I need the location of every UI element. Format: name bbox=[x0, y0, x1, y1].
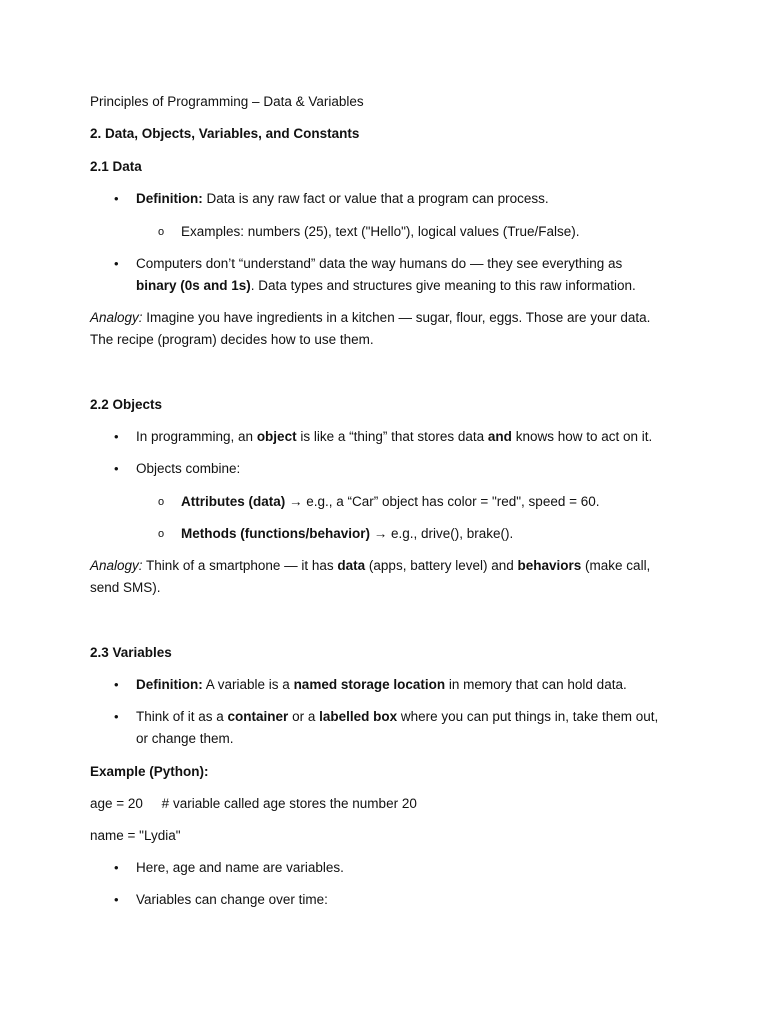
variable-definition bbox=[136, 674, 627, 696]
text-run: (apps, battery level) and bbox=[365, 558, 518, 573]
bold-run: object bbox=[256, 429, 297, 444]
example-heading: Example (Python): bbox=[90, 764, 209, 779]
bullet: • bbox=[114, 429, 119, 444]
objects-analogy-line-2: send SMS). bbox=[90, 580, 161, 595]
text-run: Think of it as a bbox=[136, 709, 228, 724]
analogy-label: Analogy: bbox=[90, 310, 143, 325]
methods-item bbox=[181, 523, 513, 545]
heading-2-3: 2.3 Variables bbox=[90, 645, 172, 660]
code-line-name: name = "Lydia" bbox=[90, 828, 181, 843]
variables-change: Variables can change over time: bbox=[136, 892, 328, 907]
data-analogy-line-1 bbox=[90, 307, 650, 329]
text-run: (make call, bbox=[581, 558, 651, 573]
text-run: is like a “thing” that stores data bbox=[296, 429, 488, 444]
analogy-text: Imagine you have ingredients in a kitchen — sugar, flour, eggs. Those are your data. bbox=[142, 310, 651, 325]
binary-rest: . Data types and structures give meaning to this raw information. bbox=[250, 278, 636, 293]
bold-run: and bbox=[487, 429, 512, 444]
attributes-item bbox=[181, 491, 600, 513]
data-definition bbox=[136, 188, 549, 210]
container-line-1 bbox=[136, 706, 658, 728]
container-line-2: or change them. bbox=[136, 731, 234, 746]
bullet: • bbox=[114, 892, 119, 907]
sub-bullet: o bbox=[158, 226, 165, 238]
binary-line-2 bbox=[136, 275, 636, 297]
analogy-label: Analogy: bbox=[90, 558, 143, 573]
binary-line-1: Computers don’t “understand” data the way humans do — they see everything as bbox=[136, 256, 623, 271]
text-run: In programming, an bbox=[136, 429, 257, 444]
definition-text: Data is any raw fact or value that a program can process. bbox=[202, 191, 549, 206]
bold-run: Attributes (data) → bbox=[181, 494, 303, 509]
text-run: in memory that can hold data. bbox=[445, 677, 627, 692]
sub-bullet: o bbox=[158, 496, 165, 508]
heading-2-2: 2.2 Objects bbox=[90, 397, 163, 412]
bullet: • bbox=[114, 860, 119, 875]
text-run: knows how to act on it. bbox=[511, 429, 653, 444]
document-title: Principles of Programming – Data & Variables bbox=[90, 94, 364, 109]
text-run: Think of a smartphone — it has bbox=[142, 558, 338, 573]
text-run: e.g., a “Car” object has color = "red", speed = 60. bbox=[302, 494, 600, 509]
bold-run: behaviors bbox=[517, 558, 582, 573]
object-definition bbox=[136, 426, 652, 448]
text-run: A variable is a bbox=[202, 677, 294, 692]
binary-bold: binary (0s and 1s) bbox=[136, 278, 251, 293]
definition-label: Definition: bbox=[136, 191, 203, 206]
definition-label: Definition: bbox=[136, 677, 203, 692]
bold-run: labelled box bbox=[319, 709, 398, 724]
variables-note: Here, age and name are variables. bbox=[136, 860, 344, 875]
bullet: • bbox=[114, 709, 119, 724]
code-line-age: age = 20 # variable called age stores the number 20 bbox=[90, 796, 417, 811]
heading-2-1: 2.1 Data bbox=[90, 159, 142, 174]
data-examples: Examples: numbers (25), text ("Hello"), logical values (True/False). bbox=[181, 224, 580, 239]
bullet: • bbox=[114, 191, 119, 206]
bold-run: Methods (functions/behavior) → bbox=[181, 526, 388, 541]
sub-bullet: o bbox=[158, 528, 165, 540]
text-run: where you can put things in, take them out, bbox=[397, 709, 659, 724]
bullet: • bbox=[114, 461, 119, 476]
bullet: • bbox=[114, 677, 119, 692]
objects-analogy-line-1 bbox=[90, 555, 650, 577]
data-analogy-line-2: The recipe (program) decides how to use them. bbox=[90, 332, 374, 347]
text-run: e.g., drive(), brake(). bbox=[387, 526, 514, 541]
text-run: or a bbox=[288, 709, 320, 724]
section-heading: 2. Data, Objects, Variables, and Constants bbox=[90, 126, 360, 141]
bullet: • bbox=[114, 256, 119, 271]
bold-run: data bbox=[337, 558, 366, 573]
objects-combine: Objects combine: bbox=[136, 461, 241, 476]
bold-run: named storage location bbox=[293, 677, 446, 692]
bold-run: container bbox=[227, 709, 289, 724]
